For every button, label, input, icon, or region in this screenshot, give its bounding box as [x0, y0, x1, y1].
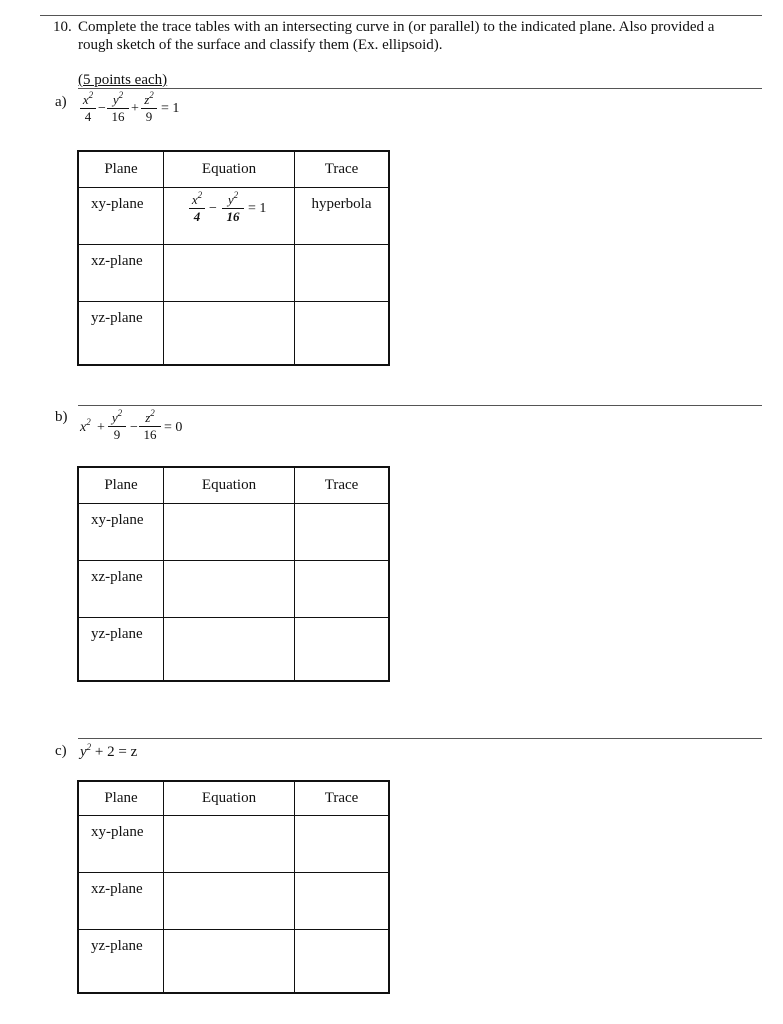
plane-cell: xz-plane [78, 560, 164, 617]
part-c-equation: $y^2 + 2 = z$ [80, 742, 138, 760]
trace-cell[interactable] [295, 503, 390, 560]
part-a-label: a) [55, 94, 67, 110]
trace-cell[interactable] [295, 617, 390, 681]
trace-table-a [77, 150, 390, 366]
trace-cell[interactable] [295, 872, 390, 929]
part-c-rule [78, 738, 762, 739]
part-b-rule [78, 405, 762, 406]
plane-cell: xy-plane [78, 815, 164, 872]
plane-cell: yz-plane [78, 617, 164, 681]
equation-cell-example: $x^2$ 4 − $y^2$ 16 = 1 [164, 187, 295, 244]
header-equation: Equation [164, 467, 295, 503]
plane-cell: xz-plane [78, 244, 164, 301]
header-plane: Plane [78, 151, 164, 187]
question-number: 10. [53, 19, 72, 35]
header-equation: Equation [164, 151, 295, 187]
header-trace: Trace [295, 781, 390, 815]
plane-cell: xz-plane [78, 872, 164, 929]
top-rule [40, 15, 762, 16]
points-note: (5 points each) [78, 72, 168, 88]
equation-cell[interactable] [164, 244, 295, 301]
equation-cell[interactable] [164, 872, 295, 929]
part-c-label: c) [55, 743, 67, 759]
part-b-label: b) [55, 409, 68, 425]
trace-table-c [77, 780, 390, 994]
trace-cell[interactable] [295, 929, 390, 993]
question-line-1: Complete the trace tables with an intersecting curve in (or parallel) to the indicated plane. Also provided a [78, 19, 715, 35]
header-equation: Equation [164, 781, 295, 815]
header-plane: Plane [78, 467, 164, 503]
question-line-2: rough sketch of the surface and classify them (Ex. ellipsoid). [78, 37, 443, 53]
trace-cell-example: hyperbola [295, 187, 390, 244]
trace-table-b [77, 466, 390, 682]
plane-cell: xy-plane [78, 187, 164, 244]
header-trace: Trace [295, 467, 390, 503]
equation-cell[interactable] [164, 301, 295, 365]
part-a-rule [78, 88, 762, 89]
equation-cell[interactable] [164, 560, 295, 617]
plane-cell: xy-plane [78, 503, 164, 560]
header-plane: Plane [78, 781, 164, 815]
plane-cell: yz-plane [78, 929, 164, 993]
equation-cell[interactable] [164, 503, 295, 560]
equation-cell[interactable] [164, 815, 295, 872]
header-trace: Trace [295, 151, 390, 187]
equation-cell[interactable] [164, 929, 295, 993]
equation-cell[interactable] [164, 617, 295, 681]
trace-cell[interactable] [295, 815, 390, 872]
plane-cell: yz-plane [78, 301, 164, 365]
trace-cell[interactable] [295, 560, 390, 617]
trace-cell[interactable] [295, 301, 390, 365]
trace-cell[interactable] [295, 244, 390, 301]
